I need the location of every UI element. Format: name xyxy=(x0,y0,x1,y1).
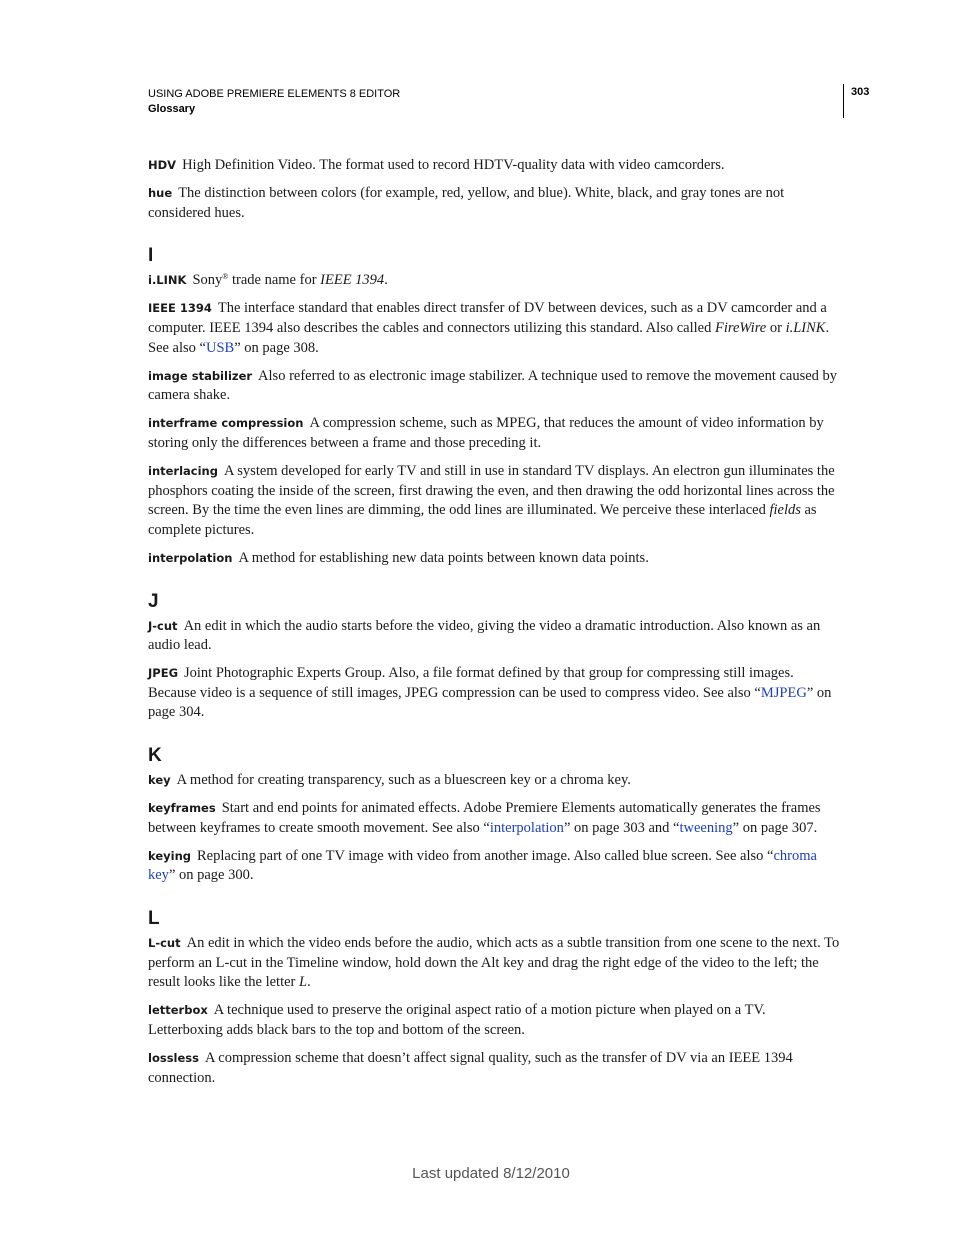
page-number: 303 xyxy=(851,86,870,98)
entry-jpeg xyxy=(148,664,840,723)
term: image stabilizer xyxy=(148,368,253,383)
entry-ieee-1394 xyxy=(148,299,840,358)
term: keyframes xyxy=(148,801,216,816)
definition: or xyxy=(766,319,786,336)
term: IEEE 1394 xyxy=(148,301,212,316)
definition: The interface standard that enables direct transfer of DV between devices, such as a DV camcorder and a computer. IEEE 1394 also describes the cables and connectors utilizing this standard. Also called xyxy=(148,300,827,336)
term: JPEG xyxy=(148,666,179,681)
entry-keyframes xyxy=(148,799,840,838)
definition: ” on page 307. xyxy=(732,819,818,836)
entry-keying xyxy=(148,847,840,886)
definition: Replacing part of one TV image with video from another image. Also called blue screen. See also “ xyxy=(197,847,774,864)
definition: trade name for xyxy=(228,272,321,289)
definition: A method for creating transparency, such as a bluescreen key or a chroma key. xyxy=(176,771,631,788)
section-letter-l: L xyxy=(148,907,160,929)
section-letter-i: I xyxy=(148,245,154,267)
definition-italic: L xyxy=(299,974,308,991)
entry-l-cut xyxy=(148,934,840,993)
running-header xyxy=(148,87,400,117)
glossary-content xyxy=(148,156,840,1097)
term: HDV xyxy=(148,158,177,172)
term: interpolation xyxy=(148,550,233,565)
definition: ” on page 304. xyxy=(148,684,832,721)
definition: . See also “ xyxy=(148,319,830,356)
entry-ilink xyxy=(148,271,840,291)
link-usb[interactable]: USB xyxy=(205,339,235,356)
link-interpolation[interactable]: interpolation xyxy=(489,819,564,836)
definition: . xyxy=(307,974,311,991)
term: interframe compression xyxy=(148,416,304,431)
entry-interpolation xyxy=(148,549,840,569)
link-mjpeg[interactable]: MJPEG xyxy=(760,684,807,701)
entry-lossless xyxy=(148,1049,840,1088)
definition: Joint Photographic Experts Group. Also, a file format defined by that group for compressing still images. Because video is a sequence of still images, JPEG compression can be used to compress video. See also “ xyxy=(148,665,794,701)
entry-key xyxy=(148,771,840,791)
definition: as complete pictures. xyxy=(148,502,817,538)
definition-italic: fields xyxy=(769,502,801,519)
term: i.LINK xyxy=(148,273,187,288)
definition: A system developed for early TV and still in use in standard TV displays. An electron gun illuminates the phosphors coating the inside of the screen, first drawing the even, and then drawing the odd horizontal lines across the screen. By the time the even lines are dimming, the odd lines are illuminated. We perceive these interlaced xyxy=(148,463,835,519)
header-rule xyxy=(843,84,844,118)
definition: A compression scheme that doesn’t affect signal quality, such as the transfer of DV via an IEEE 1394 connection. xyxy=(148,1049,793,1086)
footer xyxy=(0,1165,954,1182)
entry-interframe-compression xyxy=(148,414,840,453)
definition: A technique used to preserve the original aspect ratio of a motion picture when played on a TV. Letterboxing adds black bars to the top and bottom of the screen. xyxy=(148,1002,766,1038)
definition: . xyxy=(384,272,388,289)
definition: Sony xyxy=(192,272,223,289)
entry-letterbox xyxy=(148,1001,840,1040)
term: lossless xyxy=(148,1050,199,1065)
definition: High Definition Video. The format used to record HDTV-quality data with video camcorders. xyxy=(182,157,725,173)
term: letterbox xyxy=(148,1003,208,1018)
definition: Also referred to as electronic image stabilizer. A technique used to remove the movement caused by camera shake. xyxy=(148,367,838,404)
section-letter-k: K xyxy=(148,744,162,766)
link-chroma-key[interactable]: chroma key xyxy=(148,847,817,884)
section-title: Glossary xyxy=(148,103,196,115)
last-updated: Last updated 8/12/2010 xyxy=(412,1165,570,1182)
definition: A compression scheme, such as MPEG, that reduces the amount of video information by storing only the differences between a frame and those preceding it. xyxy=(148,415,824,451)
term: keying xyxy=(148,848,191,863)
entry-hue xyxy=(148,184,840,223)
entry-j-cut xyxy=(148,617,840,656)
term: key xyxy=(148,772,171,787)
term: hue xyxy=(148,186,173,201)
definition-italic: FireWire xyxy=(714,319,767,336)
definition: An edit in which the audio starts before the video, giving the video a dramatic introduction. Also known as an audio lead. xyxy=(148,617,821,654)
definition-italic: i.LINK xyxy=(785,319,826,336)
section-letter-j: J xyxy=(148,590,159,612)
definition: The distinction between colors (for example, red, yellow, and blue). White, black, and gray tones are not considered hues. xyxy=(148,185,785,221)
entry-image-stabilizer xyxy=(148,367,840,406)
entry-hdv xyxy=(148,156,840,176)
definition: An edit in which the video ends before the audio, which acts as a subtle transition from one scene to the next. To perform an L-cut in the Timeline window, hold down the Alt key and drag the right edge of the video to the left; the result looks like the letter xyxy=(148,934,840,991)
definition: A method for establishing new data points between known data points. xyxy=(238,549,649,566)
definition: ” on page 308. xyxy=(234,339,319,356)
term: interlacing xyxy=(148,464,218,479)
term: J-cut xyxy=(148,618,178,633)
registered-mark: ® xyxy=(222,272,229,282)
definition: Start and end points for animated effects. Adobe Premiere Elements automatically generates the frames between keyframes to create smooth movement. See also “ xyxy=(148,800,821,836)
link-tweening[interactable]: tweening xyxy=(679,819,733,836)
term: L-cut xyxy=(148,935,181,950)
definition: ” on page 303 and “ xyxy=(563,819,680,836)
definition: ” on page 300. xyxy=(168,867,254,884)
definition-italic: IEEE 1394 xyxy=(320,272,385,289)
book-title: USING ADOBE PREMIERE ELEMENTS 8 EDITOR xyxy=(148,88,401,100)
entry-interlacing xyxy=(148,462,840,540)
